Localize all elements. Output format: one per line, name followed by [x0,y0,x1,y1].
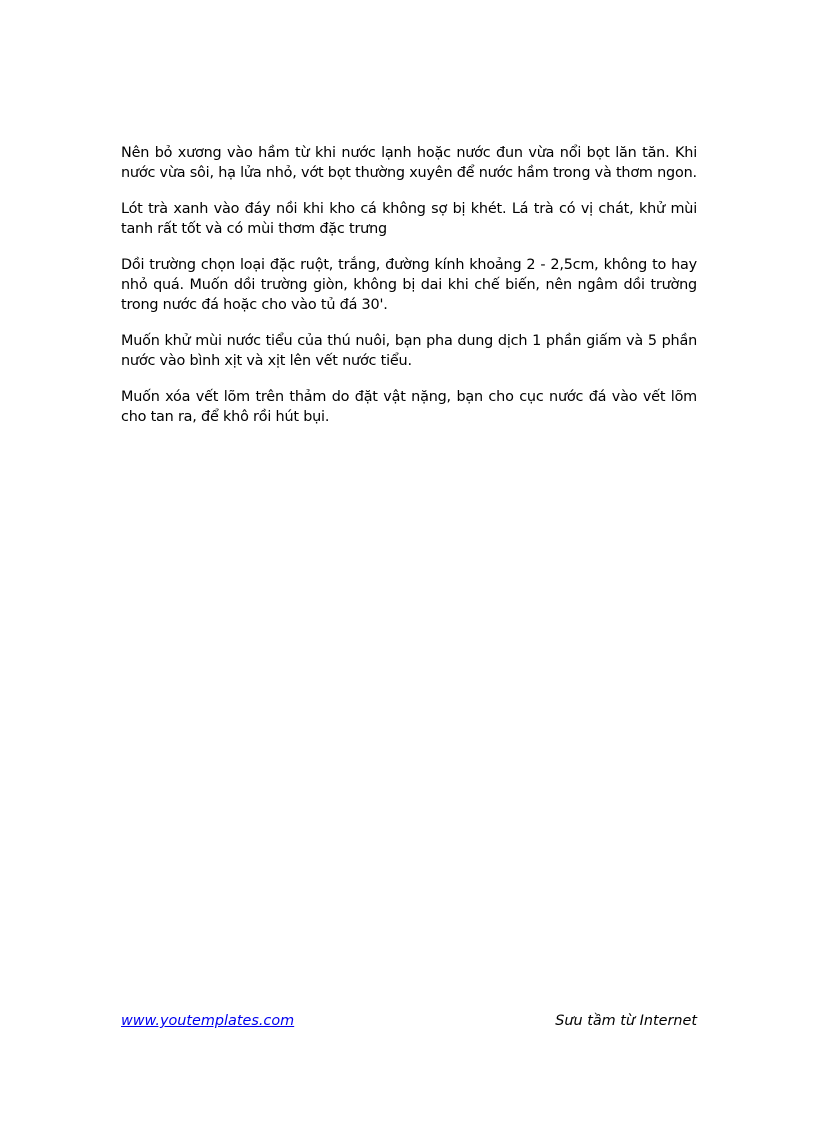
paragraph-bone-broth: Nên bỏ xương vào hầm từ khi nước lạnh hoặc nước đun vừa nổi bọt lăn tăn. Khi nước vừa sôi, hạ lửa nhỏ, vớt bọt thường xuyên để nước hầm trong và thơm ngon. [121,145,697,181]
document-body [121,143,697,443]
page-footer [121,1011,697,1031]
paragraph-green-tea: Lót trà xanh vào đáy nồi khi kho cá không sợ bị khét. Lá trà có vị chát, khử mùi tanh rất tốt và có mùi thơm đặc trưng [121,201,697,237]
paragraph-intestine: Dồi trường chọn loại đặc ruột, trắng, đường kính khoảng 2 - 2,5cm, không to hay nhỏ quá. Muốn dồi trường giòn, không bị dai khi chế biến, nên ngâm dồi trường trong nước đá hoặc cho vào tủ đá 30'. [121,257,697,313]
paragraph-pet-urine: Muốn khử mùi nước tiểu của thú nuôi, bạn pha dung dịch 1 phần giấm và 5 phần nước vào bình xịt và xịt lên vết nước tiểu. [121,333,697,369]
footer-source-note: Sưu tầm từ Internet [555,1013,697,1029]
paragraph-carpet-dent: Muốn xóa vết lõm trên thảm do đặt vật nặng, bạn cho cục nước đá vào vết lõm cho tan ra, để khô rồi hút bụi. [121,389,697,425]
footer-website-link[interactable]: www.youtemplates.com [121,1013,295,1029]
